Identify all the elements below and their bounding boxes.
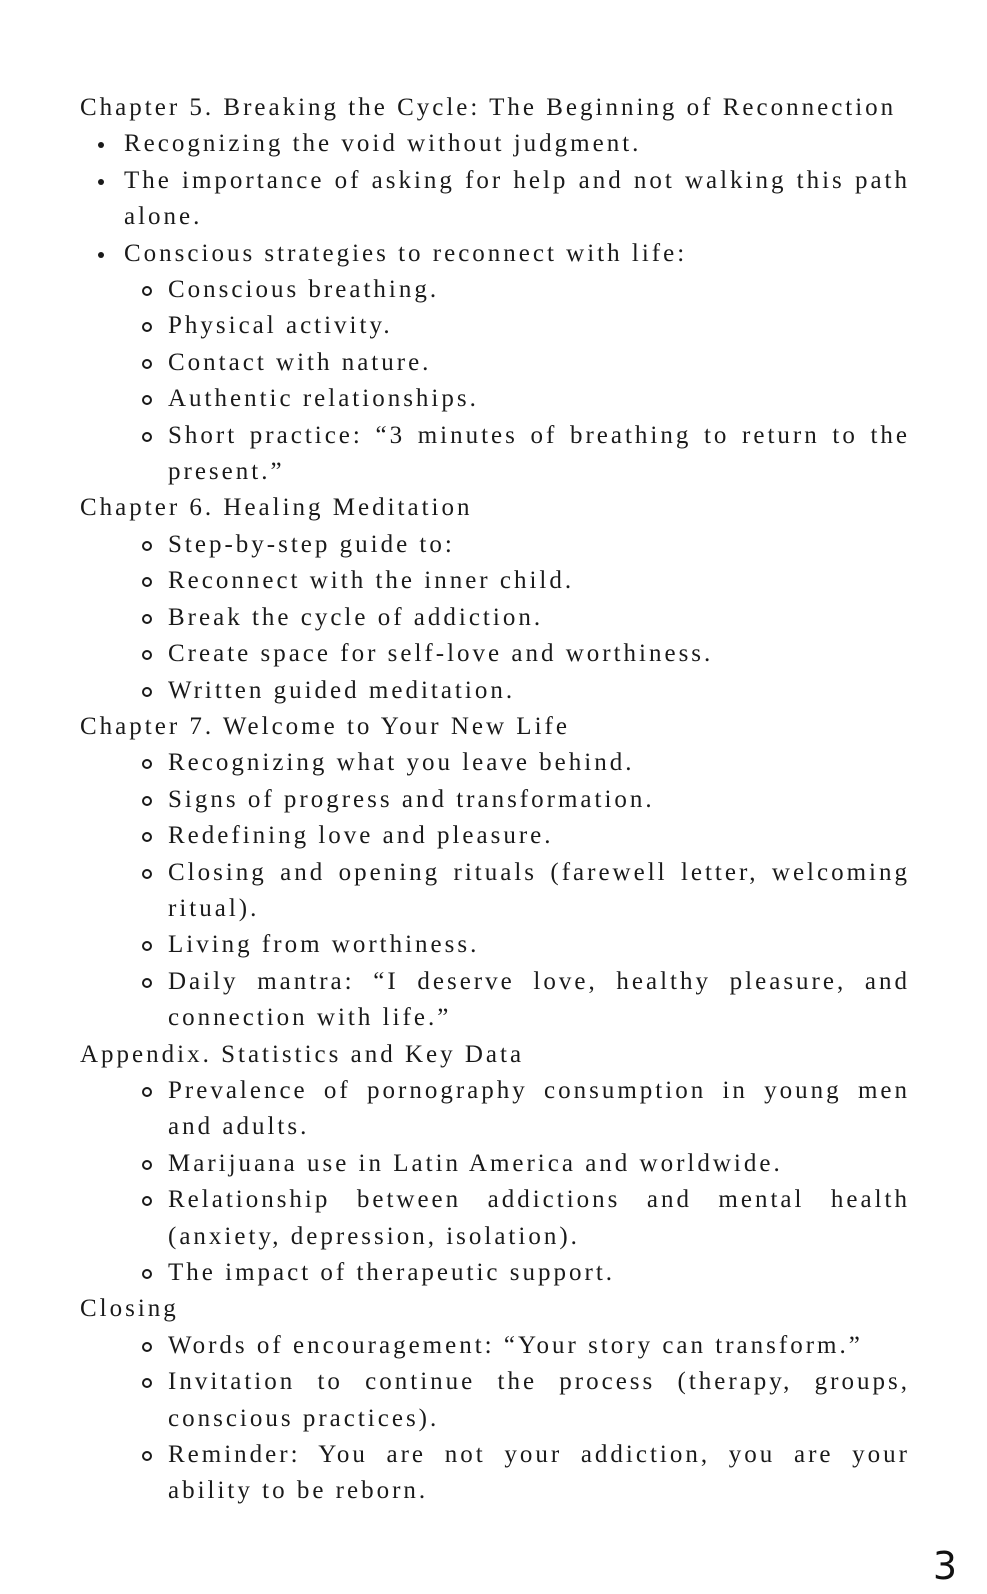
chapter-7-list [80, 745, 910, 1036]
sublist-item: Recognizing what you leave behind. [80, 745, 910, 781]
sublist-item: Daily mantra: “I deserve love, healthy pleasure, and connection with life.” [80, 964, 910, 1037]
document-page [80, 90, 910, 1510]
sublist-item: Step-by-step guide to: [80, 527, 910, 563]
sublist-item: The impact of therapeutic support. [80, 1255, 910, 1291]
sublist-item: Reconnect with the inner child. [80, 563, 910, 599]
sublist-item: Prevalence of pornography consumption in young men and adults. [80, 1073, 910, 1146]
sublist-item: Contact with nature. [124, 345, 910, 381]
chapter-7-heading: Chapter 7. Welcome to Your New Life [80, 712, 570, 740]
chapter-6-list [80, 527, 910, 709]
sublist-item: Authentic relationships. [124, 381, 910, 417]
sublist-item: Signs of progress and transformation. [80, 782, 910, 818]
chapter-5-list [80, 126, 910, 490]
sublist-item: Conscious breathing. [124, 272, 910, 308]
sublist-item: Closing and opening rituals (farewell letter, welcoming ritual). [80, 855, 910, 928]
sublist-item: Relationship between addictions and mental health (anxiety, depression, isolation). [80, 1182, 910, 1255]
closing-list [80, 1328, 910, 1510]
closing-heading: Closing [80, 1295, 179, 1323]
sublist-item: Create space for self-love and worthiness. [80, 636, 910, 672]
sublist-item: Invitation to continue the process (therapy, groups, conscious practices). [80, 1364, 910, 1437]
list-item: The importance of asking for help and not walking this path alone. [80, 163, 910, 236]
sublist-item: Written guided meditation. [80, 673, 910, 709]
page-number: 3 [932, 1544, 957, 1588]
sublist-item: Living from worthiness. [80, 927, 910, 963]
sublist-item: Words of encouragement: “Your story can transform.” [80, 1328, 910, 1364]
sublist-item: Reminder: You are not your addiction, you are your ability to be reborn. [80, 1437, 910, 1510]
list-item [80, 236, 910, 491]
appendix-heading: Appendix. Statistics and Key Data [80, 1040, 525, 1068]
chapter-6-heading: Chapter 6. Healing Meditation [80, 494, 473, 522]
sublist-item: Short practice: “3 minutes of breathing to return to the present.” [124, 418, 910, 491]
sublist-item: Marijuana use in Latin America and worldwide. [80, 1146, 910, 1182]
strategies-sublist [124, 272, 910, 490]
sublist-item: Break the cycle of addiction. [80, 600, 910, 636]
list-item: Recognizing the void without judgment. [80, 126, 910, 162]
sublist-item: Redefining love and pleasure. [80, 818, 910, 854]
chapter-5-heading: Chapter 5. Breaking the Cycle: The Beginning of Reconnection [80, 94, 897, 121]
list-item-label: Conscious strategies to reconnect with life: [124, 239, 688, 267]
sublist-item: Physical activity. [124, 308, 910, 344]
appendix-list [80, 1073, 910, 1291]
